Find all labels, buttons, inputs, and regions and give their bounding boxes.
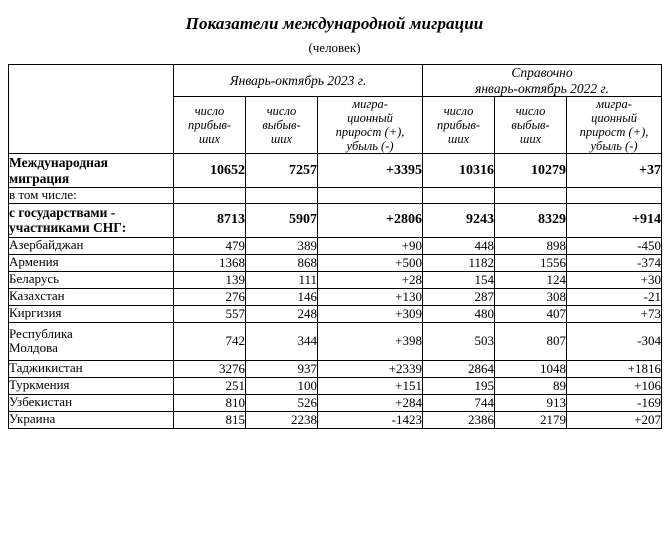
table-row xyxy=(9,154,662,188)
header-text-line: выбыв- xyxy=(262,118,301,133)
table-body xyxy=(9,154,662,429)
header-departed-current xyxy=(246,97,318,154)
table-cell: 8329 xyxy=(495,203,567,237)
header-text-line: число xyxy=(266,104,297,119)
table-cell: 146 xyxy=(246,288,318,305)
header-arrived-current xyxy=(174,97,246,154)
row-label xyxy=(9,288,174,305)
table-cell xyxy=(423,188,495,204)
header-row-groups xyxy=(9,65,662,97)
table-cell: 139 xyxy=(174,271,246,288)
table-cell: 100 xyxy=(246,377,318,394)
table-cell: -304 xyxy=(567,322,662,360)
table-cell xyxy=(174,188,246,204)
header-text-line: число xyxy=(515,104,546,119)
table-cell xyxy=(495,188,567,204)
header-text-line: ших xyxy=(447,132,470,147)
row-label xyxy=(9,360,174,377)
table-cell: +284 xyxy=(318,394,423,411)
header-group-reference-period xyxy=(423,65,662,97)
migration-table xyxy=(8,64,662,429)
row-label xyxy=(9,237,174,254)
table-cell: -169 xyxy=(567,394,662,411)
table-cell xyxy=(318,188,423,204)
header-growth-reference xyxy=(567,97,662,154)
table-cell: 815 xyxy=(174,411,246,428)
table-row xyxy=(9,322,662,360)
table-cell: 1556 xyxy=(495,254,567,271)
table-cell: +207 xyxy=(567,411,662,428)
row-label-line: участниками СНГ: xyxy=(9,220,127,236)
table-cell: +130 xyxy=(318,288,423,305)
table-row xyxy=(9,305,662,322)
table-cell: +28 xyxy=(318,271,423,288)
table-row xyxy=(9,288,662,305)
table-cell: 124 xyxy=(495,271,567,288)
row-label-line: Украина xyxy=(9,411,56,427)
table-cell: 807 xyxy=(495,322,567,360)
table-cell: 89 xyxy=(495,377,567,394)
row-label-line: Молдова xyxy=(9,340,58,356)
header-text-line: число xyxy=(443,104,474,119)
table-cell: 2386 xyxy=(423,411,495,428)
header-text-line: ционный xyxy=(347,111,393,126)
row-label xyxy=(9,154,174,188)
table-cell: +106 xyxy=(567,377,662,394)
page-title: Показатели международной миграции xyxy=(185,14,484,33)
table-cell: 526 xyxy=(246,394,318,411)
header-text-line: мигра- xyxy=(352,97,388,112)
table-cell: 479 xyxy=(174,237,246,254)
table-cell: 407 xyxy=(495,305,567,322)
row-label-line: Азербайджан xyxy=(9,237,84,253)
table-cell: 7257 xyxy=(246,154,318,188)
table-cell: +30 xyxy=(567,271,662,288)
table-cell: 480 xyxy=(423,305,495,322)
table-cell: 248 xyxy=(246,305,318,322)
table-cell: 3276 xyxy=(174,360,246,377)
table-header xyxy=(9,65,662,154)
table-row xyxy=(9,271,662,288)
header-text-line: ших xyxy=(198,132,221,147)
table-cell: 913 xyxy=(495,394,567,411)
table-cell: 744 xyxy=(423,394,495,411)
header-text-line: ших xyxy=(519,132,542,147)
table-cell: 2864 xyxy=(423,360,495,377)
table-cell: 308 xyxy=(495,288,567,305)
row-label xyxy=(9,377,174,394)
table-cell: -374 xyxy=(567,254,662,271)
table-cell: 195 xyxy=(423,377,495,394)
table-cell: +3395 xyxy=(318,154,423,188)
header-reference-line1: Справочно xyxy=(511,65,573,80)
table-cell: +309 xyxy=(318,305,423,322)
table-row xyxy=(9,237,662,254)
table-row xyxy=(9,411,662,428)
table-cell: +151 xyxy=(318,377,423,394)
header-reference-line2: январь-октябрь 2022 г. xyxy=(475,80,609,96)
header-text-line: ших xyxy=(270,132,293,147)
row-label-line: Республика xyxy=(9,325,73,341)
table-cell: -1423 xyxy=(318,411,423,428)
table-row xyxy=(9,360,662,377)
table-row xyxy=(9,188,662,204)
header-text-line: число xyxy=(194,104,225,119)
page-subtitle: (человек) xyxy=(308,40,361,55)
table-cell: 2238 xyxy=(246,411,318,428)
table-cell: 389 xyxy=(246,237,318,254)
header-departed-reference xyxy=(495,97,567,154)
table-cell: 742 xyxy=(174,322,246,360)
table-row xyxy=(9,254,662,271)
table-cell: 344 xyxy=(246,322,318,360)
header-text-line: ционный xyxy=(591,111,637,126)
header-arrived-reference xyxy=(423,97,495,154)
row-label xyxy=(9,203,174,237)
header-text-line: убыль (-) xyxy=(590,139,638,154)
table-cell: -21 xyxy=(567,288,662,305)
row-label-line: с государствами - xyxy=(9,204,116,220)
table-cell: 154 xyxy=(423,271,495,288)
row-label xyxy=(9,411,174,428)
table-cell: +2339 xyxy=(318,360,423,377)
table-cell: 1368 xyxy=(174,254,246,271)
table-cell: +500 xyxy=(318,254,423,271)
table-cell: 868 xyxy=(246,254,318,271)
table-cell: 898 xyxy=(495,237,567,254)
table-cell: +2806 xyxy=(318,203,423,237)
row-label-line: Армения xyxy=(9,254,59,270)
table-cell: 10652 xyxy=(174,154,246,188)
table-row xyxy=(9,394,662,411)
row-label-line: миграция xyxy=(9,170,70,186)
row-label xyxy=(9,188,174,204)
table-cell xyxy=(246,188,318,204)
header-corner-cell xyxy=(9,65,174,154)
table-cell: 1048 xyxy=(495,360,567,377)
row-label xyxy=(9,322,174,360)
table-cell: 10316 xyxy=(423,154,495,188)
table-cell: +398 xyxy=(318,322,423,360)
document-page xyxy=(0,14,669,429)
row-label xyxy=(9,305,174,322)
header-group-current-period: Январь-октябрь 2023 г. xyxy=(174,65,423,97)
table-cell: 448 xyxy=(423,237,495,254)
table-cell: 276 xyxy=(174,288,246,305)
row-label-line: Киргизия xyxy=(9,305,62,321)
header-text-line: прирост (+), xyxy=(579,125,649,140)
header-text-line: прибыв- xyxy=(187,118,232,133)
row-label xyxy=(9,271,174,288)
table-cell: 5907 xyxy=(246,203,318,237)
table-cell: 1182 xyxy=(423,254,495,271)
table-row xyxy=(9,203,662,237)
row-label-line: Международная xyxy=(9,155,108,171)
table-cell: +37 xyxy=(567,154,662,188)
table-row xyxy=(9,377,662,394)
row-label xyxy=(9,394,174,411)
table-cell: 557 xyxy=(174,305,246,322)
header-text-line: выбыв- xyxy=(511,118,550,133)
header-growth-current xyxy=(318,97,423,154)
table-cell: +1816 xyxy=(567,360,662,377)
header-text-line: прирост (+), xyxy=(335,125,405,140)
table-cell: 251 xyxy=(174,377,246,394)
table-cell: 111 xyxy=(246,271,318,288)
table-cell: +73 xyxy=(567,305,662,322)
table-cell: 287 xyxy=(423,288,495,305)
header-text-line: убыль (-) xyxy=(346,139,394,154)
table-cell: 9243 xyxy=(423,203,495,237)
table-cell: 10279 xyxy=(495,154,567,188)
row-label-line: в том числе: xyxy=(9,187,77,203)
table-cell: 2179 xyxy=(495,411,567,428)
row-label-line: Казахстан xyxy=(9,288,65,304)
row-label-line: Беларусь xyxy=(9,271,60,287)
table-cell: -450 xyxy=(567,237,662,254)
row-label xyxy=(9,254,174,271)
row-label-line: Таджикистан xyxy=(9,360,83,376)
table-cell xyxy=(567,188,662,204)
header-text-line: прибыв- xyxy=(436,118,481,133)
row-label-line: Узбекистан xyxy=(9,394,73,410)
table-cell: +90 xyxy=(318,237,423,254)
table-cell: 8713 xyxy=(174,203,246,237)
table-cell: 503 xyxy=(423,322,495,360)
table-cell: 937 xyxy=(246,360,318,377)
header-text-line: мигра- xyxy=(596,97,632,112)
table-cell: 810 xyxy=(174,394,246,411)
table-cell: +914 xyxy=(567,203,662,237)
row-label-line: Туркмения xyxy=(9,377,70,393)
